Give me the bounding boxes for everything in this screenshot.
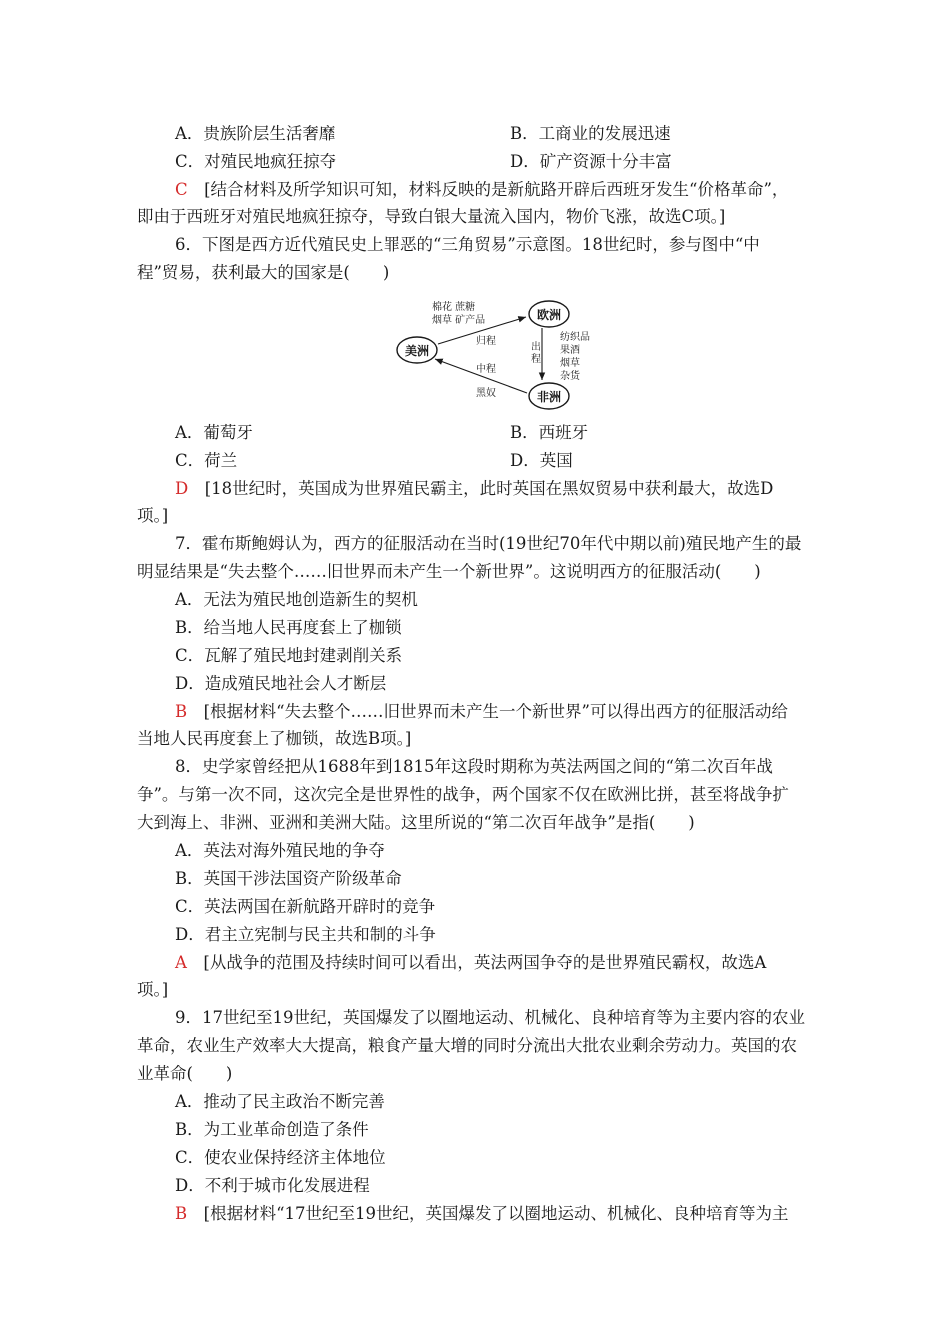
q7-option-a: A．无法为殖民地创造新生的契机 <box>175 590 418 609</box>
goods-right-4: 杂货 <box>560 371 580 382</box>
q6-explanation-line-2: 项。] <box>137 506 169 525</box>
q8-explanation-line-2: 项。] <box>137 980 169 999</box>
q5-option-a: A．贵族阶层生活奢靡 <box>175 124 336 143</box>
q7-option-d: D．造成殖民地社会人才断层 <box>175 674 387 693</box>
q7-explanation-line-1 <box>175 702 788 722</box>
q7-option-b: B．给当地人民再度套上了枷锁 <box>175 618 402 637</box>
q7-stem-line-1: 7．霍布斯鲍姆认为，西方的征服活动在当时(19世纪70年代中期以前)殖民地产生的最 <box>175 534 802 553</box>
q5-option-d: D．矿产资源十分丰富 <box>510 152 672 171</box>
q5-answer: C <box>175 180 188 199</box>
goods-top-line-1: 棉花 蔗糖 <box>432 302 476 313</box>
node-europe-label: 欧洲 <box>536 308 562 322</box>
q5-explanation-line-2: 即由于西班牙对殖民地疯狂掠夺，导致白银大量流入国内，物价飞涨，故选C项。] <box>137 207 726 226</box>
q8-stem-line-2: 争”。与第一次不同，这次完全是世界性的战争，两个国家不仅在欧洲比拼，甚至将战争扩 <box>137 785 789 804</box>
q8-option-a: A．英法对海外殖民地的争夺 <box>175 841 385 860</box>
q5-explanation-text-1: [结合材料及所学知识可知，材料反映的是新航路开辟后西班牙发生“价格革命”， <box>204 180 789 199</box>
q7-explanation-text-1: [根据材料“失去整个……旧世界而未产生一个新世界”可以得出西方的征服活动给 <box>203 702 788 721</box>
q6-explanation-text-1: [18世纪时，英国成为世界殖民霸主，此时英国在黑奴贸易中获利最大，故选D <box>204 479 774 498</box>
goods-right-3: 烟草 <box>560 358 580 369</box>
q9-stem-line-2: 革命，农业生产效率大大提高，粮食产量大增的同时分流出大批农业剩余劳动力。英国的农 <box>137 1036 797 1055</box>
triangle-trade-diagram <box>390 292 630 414</box>
q9-explanation-line-1 <box>175 1204 789 1224</box>
q5-option-c: C．对殖民地疯狂掠夺 <box>175 152 337 171</box>
q9-stem-line-3: 业革命( ) <box>137 1064 233 1083</box>
q7-option-c: C．瓦解了殖民地封建剥削关系 <box>175 646 403 665</box>
q6-answer: D <box>175 479 189 498</box>
q9-option-d: D．不利于城市化发展进程 <box>175 1176 370 1195</box>
q5-explanation-line-1 <box>175 180 788 200</box>
q6-stem-line-1: 6．下图是西方近代殖民史上罪恶的“三角贸易”示意图。18世纪时，参与图中“中 <box>175 235 760 254</box>
q6-explanation-line-1 <box>175 479 773 499</box>
q6-option-a: A．葡萄牙 <box>175 423 253 442</box>
node-america-label: 美洲 <box>404 344 430 358</box>
q8-option-c: C．英法两国在新航路开辟时的竞争 <box>175 897 436 916</box>
q8-answer: A <box>175 953 187 972</box>
goods-right-2: 果酒 <box>560 345 580 356</box>
q8-stem-line-3: 大到海上、非洲、亚洲和美洲大陆。这里所说的“第二次百年战争”是指( ) <box>137 813 695 832</box>
q7-explanation-line-2: 当地人民再度套上了枷锁，故选B项。] <box>137 729 412 748</box>
label-middle: 中程 <box>476 364 496 375</box>
goods-right-1: 纺织品 <box>560 332 590 343</box>
q8-explanation-text-1: [从战争的范围及持续时间可以看出，英法两国争夺的是世界殖民霸权，故选A <box>203 953 767 972</box>
q6-stem-line-2: 程”贸易，获利最大的国家是( ) <box>137 263 390 282</box>
q8-stem-line-1: 8．史学家曾经把从1688年到1815年这段时期称为英法两国之间的“第二次百年战 <box>175 757 773 776</box>
q9-option-a: A．推动了民主政治不断完善 <box>175 1092 385 1111</box>
label-out-2: 程 <box>531 354 541 365</box>
q6-option-d: D．英国 <box>510 451 573 470</box>
q8-explanation-line-1 <box>175 953 766 973</box>
label-return: 归程 <box>476 336 496 347</box>
goods-middle: 黑奴 <box>476 388 496 399</box>
q8-option-b: B．英国干涉法国资产阶级革命 <box>175 869 402 888</box>
q8-option-d: D．君主立宪制与民主共和制的斗争 <box>175 925 436 944</box>
goods-top-line-2: 烟草 矿产品 <box>432 315 486 326</box>
q7-answer: B <box>175 702 188 721</box>
q5-option-b: B．工商业的发展迅速 <box>510 124 671 143</box>
q9-option-c: C．使农业保持经济主体地位 <box>175 1148 386 1167</box>
q9-explanation-text-1: [根据材料“17世纪至19世纪，英国爆发了以圈地运动、机械化、良种培育等为主 <box>203 1204 789 1223</box>
label-out-1: 出 <box>531 342 541 353</box>
q9-answer: B <box>175 1204 188 1223</box>
node-africa-label: 非洲 <box>536 390 562 404</box>
q9-option-b: B．为工业革命创造了条件 <box>175 1120 369 1139</box>
q6-option-b: B．西班牙 <box>510 423 589 442</box>
q6-option-c: C．荷兰 <box>175 451 238 470</box>
q7-stem-line-2: 明显结果是“失去整个……旧世界而未产生一个新世界”。这说明西方的征服活动( ) <box>137 562 761 581</box>
q9-stem-line-1: 9．17世纪至19世纪，英国爆发了以圈地运动、机械化、良种培育等为主要内容的农业 <box>175 1008 805 1027</box>
